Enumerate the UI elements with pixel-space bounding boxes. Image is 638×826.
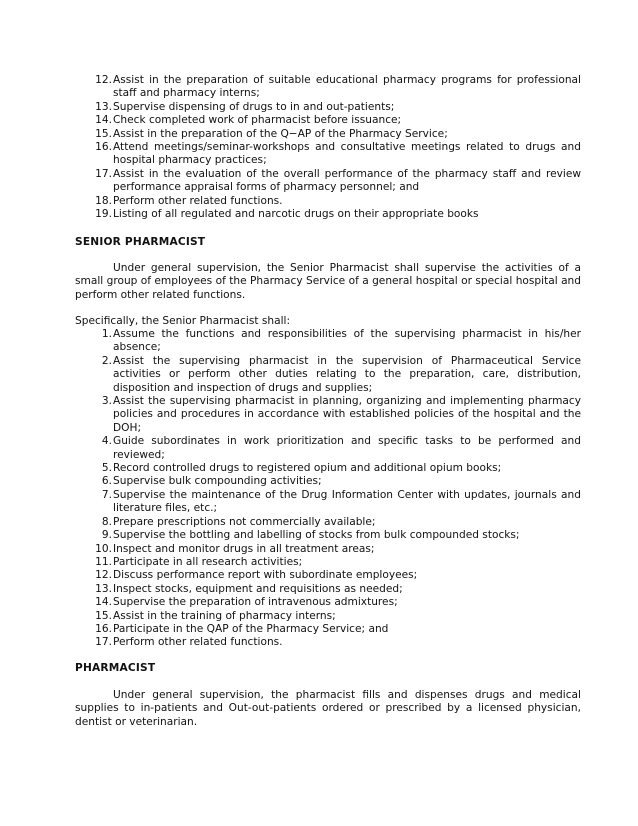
- list-item-text: Record controlled drugs to registered opium and additional opium books;: [113, 462, 502, 475]
- list-item: [0, 74, 638, 101]
- list-item: [0, 395, 638, 435]
- list-item-number: 12.: [95, 74, 112, 86]
- list-item: [0, 610, 638, 623]
- list-item: [0, 114, 638, 127]
- senior-pharmacist-intro: Specifically, the Senior Pharmacist shall:: [75, 315, 291, 327]
- senior-pharmacist-duties-list: [0, 328, 638, 650]
- list-item: [0, 328, 638, 355]
- duties-list-continued: [0, 74, 638, 221]
- list-item: [0, 128, 638, 141]
- list-item: [0, 529, 638, 542]
- list-item-number: 15.: [95, 127, 112, 140]
- list-item: [0, 623, 638, 636]
- senior-pharmacist-description: [75, 262, 581, 302]
- list-item-number: 16.: [95, 622, 112, 635]
- list-item-number: 1.: [101, 328, 112, 340]
- list-item-text: Perform other related functions.: [113, 194, 283, 207]
- list-item-number: 14.: [95, 114, 112, 127]
- section-heading-pharmacist: PHARMACIST: [75, 662, 156, 674]
- list-item-number: 13.: [95, 582, 112, 595]
- list-item: [0, 141, 638, 168]
- list-item-number: 17.: [95, 636, 112, 649]
- list-item-text: Assist the supervising pharmacist in planning, organizing and implementing pharmacy policies and procedures in accordance with established policies of the hospital and the DOH;: [113, 395, 581, 434]
- list-item: [0, 195, 638, 208]
- list-item-number: 16.: [95, 141, 112, 154]
- list-item-number: 18.: [95, 194, 112, 207]
- list-item: [0, 101, 638, 114]
- list-item: [0, 462, 638, 475]
- list-item-number: 19.: [95, 208, 112, 221]
- section-heading-senior-pharmacist: SENIOR PHARMACIST: [75, 236, 206, 248]
- list-item: [0, 556, 638, 569]
- list-item: [0, 569, 638, 582]
- list-item-text: Guide subordinates in work prioritization and specific tasks to be performed and reviewed;: [113, 435, 581, 461]
- list-item-number: 17.: [95, 167, 112, 180]
- pharmacist-description-text: Under general supervision, the pharmacist fills and dispenses drugs and medical supplies to in-patients and Out-out-patients ordered or prescribed by a licensed physician, dentist or veterinarian.: [75, 689, 581, 728]
- list-item-number: 11.: [95, 555, 112, 568]
- list-item-number: 15.: [95, 609, 112, 622]
- list-item: [0, 516, 638, 529]
- list-item-text: Prepare prescriptions not commercially available;: [113, 515, 376, 528]
- list-item-text: Assist in the training of pharmacy interns;: [113, 609, 336, 622]
- list-item-text: Attend meetings/seminar-workshops and consultative meetings related to drugs and hospital pharmacy practices;: [113, 141, 581, 167]
- list-item: [0, 168, 638, 195]
- list-item-text: Assist in the preparation of suitable educational pharmacy programs for professional staff and pharmacy interns;: [113, 74, 581, 100]
- list-item: [0, 489, 638, 516]
- list-item-text: Assist in the evaluation of the overall performance of the pharmacy staff and review performance appraisal forms of pharmacy personnel; and: [113, 167, 581, 194]
- list-item-number: 9.: [101, 529, 112, 542]
- list-item-number: 12.: [95, 569, 112, 582]
- list-item: [0, 596, 638, 609]
- list-item-text: Assist in the preparation of the Q−AP of the Pharmacy Service;: [113, 127, 448, 140]
- list-item-text: Participate in all research activities;: [113, 555, 303, 568]
- list-item-number: 8.: [101, 515, 112, 528]
- list-item-number: 10.: [95, 542, 112, 555]
- pharmacist-description: [75, 689, 581, 729]
- list-item-text: Assume the functions and responsibilities of the supervising pharmacist in his/her absence;: [113, 328, 581, 354]
- list-item-number: 6.: [101, 475, 112, 488]
- list-item-number: 2.: [101, 354, 112, 367]
- senior-pharmacist-description-text: Under general supervision, the Senior Pharmacist shall supervise the activities of a small group of employees of the Pharmacy Service of a general hospital or special hospital and perform other related functions.: [75, 262, 581, 301]
- list-item: [0, 636, 638, 649]
- list-item-text: Supervise bulk compounding activities;: [113, 475, 322, 488]
- list-item-number: 5.: [101, 462, 112, 475]
- list-item-number: 7.: [101, 488, 112, 501]
- list-item: [0, 543, 638, 556]
- list-item-text: Supervise the maintenance of the Drug Information Center with updates, journals and literature files, etc.;: [113, 488, 581, 515]
- list-item: [0, 475, 638, 488]
- list-item-text: Supervise dispensing of drugs to in and out-patients;: [113, 100, 395, 113]
- list-item-text: Inspect and monitor drugs in all treatment areas;: [113, 542, 375, 555]
- list-item-text: Supervise the bottling and labelling of stocks from bulk compounded stocks;: [113, 529, 520, 542]
- list-item: [0, 355, 638, 395]
- list-item: [0, 583, 638, 596]
- list-item-text: Assist the supervising pharmacist in the supervision of Pharmaceutical Service activities or perform other duties relating to the preparation, care, distribution, disposition and inspection of drugs and supplies;: [113, 354, 581, 394]
- list-item: [0, 208, 638, 221]
- list-item-number: 14.: [95, 596, 112, 609]
- list-item-text: Participate in the QAP of the Pharmacy Service; and: [113, 622, 389, 635]
- list-item: [0, 435, 638, 462]
- list-item-text: Supervise the preparation of intravenous admixtures;: [113, 596, 398, 609]
- list-item-number: 4.: [101, 435, 112, 448]
- list-item-text: Discuss performance report with subordinate employees;: [113, 569, 418, 582]
- list-item-text: Check completed work of pharmacist before issuance;: [113, 114, 402, 127]
- list-item-number: 13.: [95, 100, 112, 113]
- list-item-text: Inspect stocks, equipment and requisitions as needed;: [113, 582, 403, 595]
- list-item-number: 3.: [101, 395, 112, 408]
- list-item-text: Listing of all regulated and narcotic drugs on their appropriate books: [113, 208, 479, 221]
- list-item-text: Perform other related functions.: [113, 636, 283, 649]
